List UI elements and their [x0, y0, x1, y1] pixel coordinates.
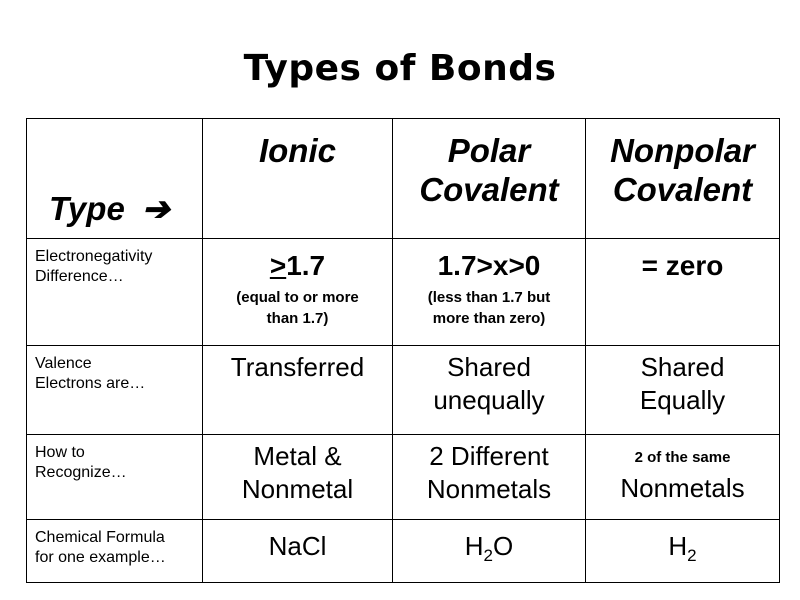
type-label: Type [49, 190, 125, 227]
formula-base: H [668, 531, 688, 561]
right-arrow-icon: ➔ [141, 190, 170, 227]
cell-line: Nonmetals [426, 474, 552, 504]
column-header-line: Covalent [612, 171, 753, 208]
row-label-line: for one example… [35, 549, 166, 566]
cell-line: Nonmetal [241, 474, 354, 504]
row-label-line: Valence [35, 355, 92, 372]
cell-ionic-valence [203, 346, 393, 435]
page-title: Types of Bonds [243, 48, 557, 89]
column-header-nonpolar-covalent [586, 119, 780, 239]
cell-nonpolar-recognize [586, 435, 780, 520]
header-row [27, 119, 780, 239]
cell-polar-valence [393, 346, 586, 435]
cell-polar-electronegativity [393, 239, 586, 346]
formula-tail: O [493, 531, 514, 561]
row-label-line: Electronegativity [35, 248, 153, 265]
cell-line: Shared [447, 352, 531, 382]
cell-ionic-formula [203, 520, 393, 583]
row-label-line: Recognize… [35, 464, 127, 481]
table-row-electronegativity [27, 239, 780, 346]
cell-nonpolar-formula [586, 520, 780, 583]
cell-line: 2 Different [429, 441, 549, 471]
row-label-line: Chemical Formula [35, 529, 165, 546]
cell-line: Equally [639, 385, 726, 415]
note-line: more than zero) [432, 310, 546, 327]
cell-nonpolar-electronegativity [586, 239, 780, 346]
row-label-formula [27, 520, 203, 583]
cell-nonpolar-valence [586, 346, 780, 435]
column-header-line: Ionic [258, 132, 336, 169]
bond-types-table [26, 118, 780, 583]
row-label-line: Electrons are… [35, 375, 146, 392]
table-row-recognize [27, 435, 780, 520]
note-line: (equal to or more [236, 289, 359, 306]
column-header-ionic [203, 119, 393, 239]
cell-line: Metal & [253, 441, 342, 471]
value-prefix: > [269, 250, 287, 281]
row-label-line: Difference… [35, 268, 124, 285]
cell-line: Shared [640, 352, 725, 382]
table-row-formula [27, 520, 780, 583]
column-header-line: Covalent [419, 171, 559, 208]
note-line: than 1.7) [266, 310, 329, 327]
row-label-electronegativity [27, 239, 203, 346]
cell-polar-formula [393, 520, 586, 583]
cell-ionic-recognize [203, 435, 393, 520]
cell-line: unequally [433, 385, 545, 415]
row-label-line: How to [35, 444, 85, 461]
formula-subscript: 2 [687, 546, 697, 565]
column-header-line: Nonpolar [610, 132, 755, 169]
table-row-valence [27, 346, 780, 435]
formula-subscript: 2 [483, 546, 493, 565]
value-number: 1.7 [286, 250, 326, 281]
type-header-cell [27, 119, 203, 239]
column-header-line: Polar [447, 132, 531, 169]
cell-line: Transferred [230, 352, 365, 382]
row-label-valence [27, 346, 203, 435]
cell-ionic-electronegativity [203, 239, 393, 346]
value [203, 248, 392, 284]
column-header-polar-covalent [393, 119, 586, 239]
value: 1.7>x>0 [437, 250, 541, 281]
cell-small-line: 2 of the same [634, 449, 731, 466]
cell-line: Nonmetals [620, 473, 745, 503]
note-line: (less than 1.7 but [427, 289, 551, 306]
cell-polar-recognize [393, 435, 586, 520]
formula-base: H [464, 531, 484, 561]
row-label-recognize [27, 435, 203, 520]
formula-base: NaCl [268, 531, 327, 561]
value: = zero [641, 250, 724, 281]
